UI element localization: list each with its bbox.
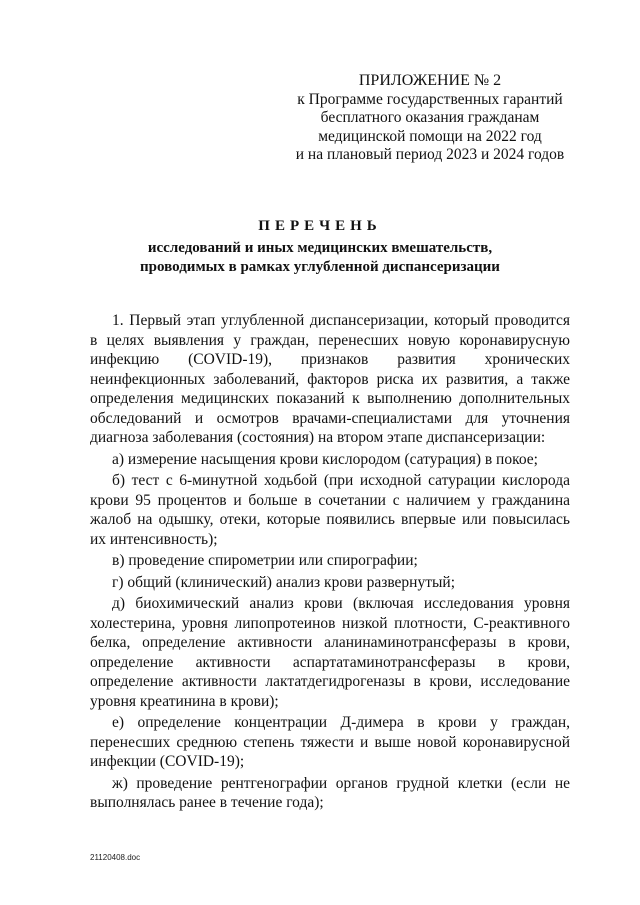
list-item-e: е) определение концентрации Д-димера в крови у граждан, перенесших среднюю степень тяжести и выше новой коронавирусной инфекции (COVID-19); [90,714,570,770]
list-item-a: а) измерение насыщения крови кислородом (сатурация) в покое; [112,450,538,468]
appendix-line: бесплатного оказания гражданам [320,109,540,126]
document-body [90,311,570,815]
list-item-v: в) проведение спирометрии или спирографии; [112,552,418,569]
document-subtitle [90,239,550,277]
list-item-g: г) общий (клинический) анализ крови развернутый; [112,573,456,591]
document-title: ПЕРЕЧЕНЬ [258,218,382,234]
appendix-block [290,72,570,165]
paragraph-intro: 1. Первый этап углубленной диспансеризации, который проводится в целях выявления у граждан, перенесших новую коронавирусную инфекцию (COVID-19), признаков развития хронических неинфекционных заболеваний, факторов риска их развития, а также определения медицинских показаний к выполнению дополнительных обследований и осмотров врачами-специалистами для уточнения диагноза заболевания (состояния) на втором этапе диспансеризации: [90,312,570,446]
appendix-line: и на плановый период 2023 и 2024 годов [295,146,565,163]
appendix-line: к Программе государственных гарантий [297,90,563,108]
list-item-d: д) биохимический анализ крови (включая исследования уровня холестерина, уровня липопротеинов низкой плотности, С-реактивного белка, определение активности аланинаминотрансферазы в крови, определение активности аспартатаминотрансферазы в крови, определение активности лактатдегидрогеназы в крови, исследование уровня креатинина в крови); [90,595,570,710]
footer-filename: 21120408.doc [90,853,141,862]
subtitle-line: исследований и иных медицинских вмешательств, [147,240,493,256]
subtitle-line: проводимых в рамках углубленной диспансеризации [140,259,500,275]
list-item-zh: ж) проведение рентгенографии органов грудной клетки (если не выполнялась ранее в течение года); [90,774,570,811]
appendix-number: ПРИЛОЖЕНИЕ № 2 [358,72,502,89]
appendix-line: медицинской помощи на 2022 год [318,127,542,145]
list-item-b: б) тест с 6-минутной ходьбой (при исходной сатурации кислорода крови 95 процентов и больше в сочетании с наличием у гражданина жалоб на одышку, отеки, которые появились впервые или повысилась их интенсивность); [90,472,570,548]
